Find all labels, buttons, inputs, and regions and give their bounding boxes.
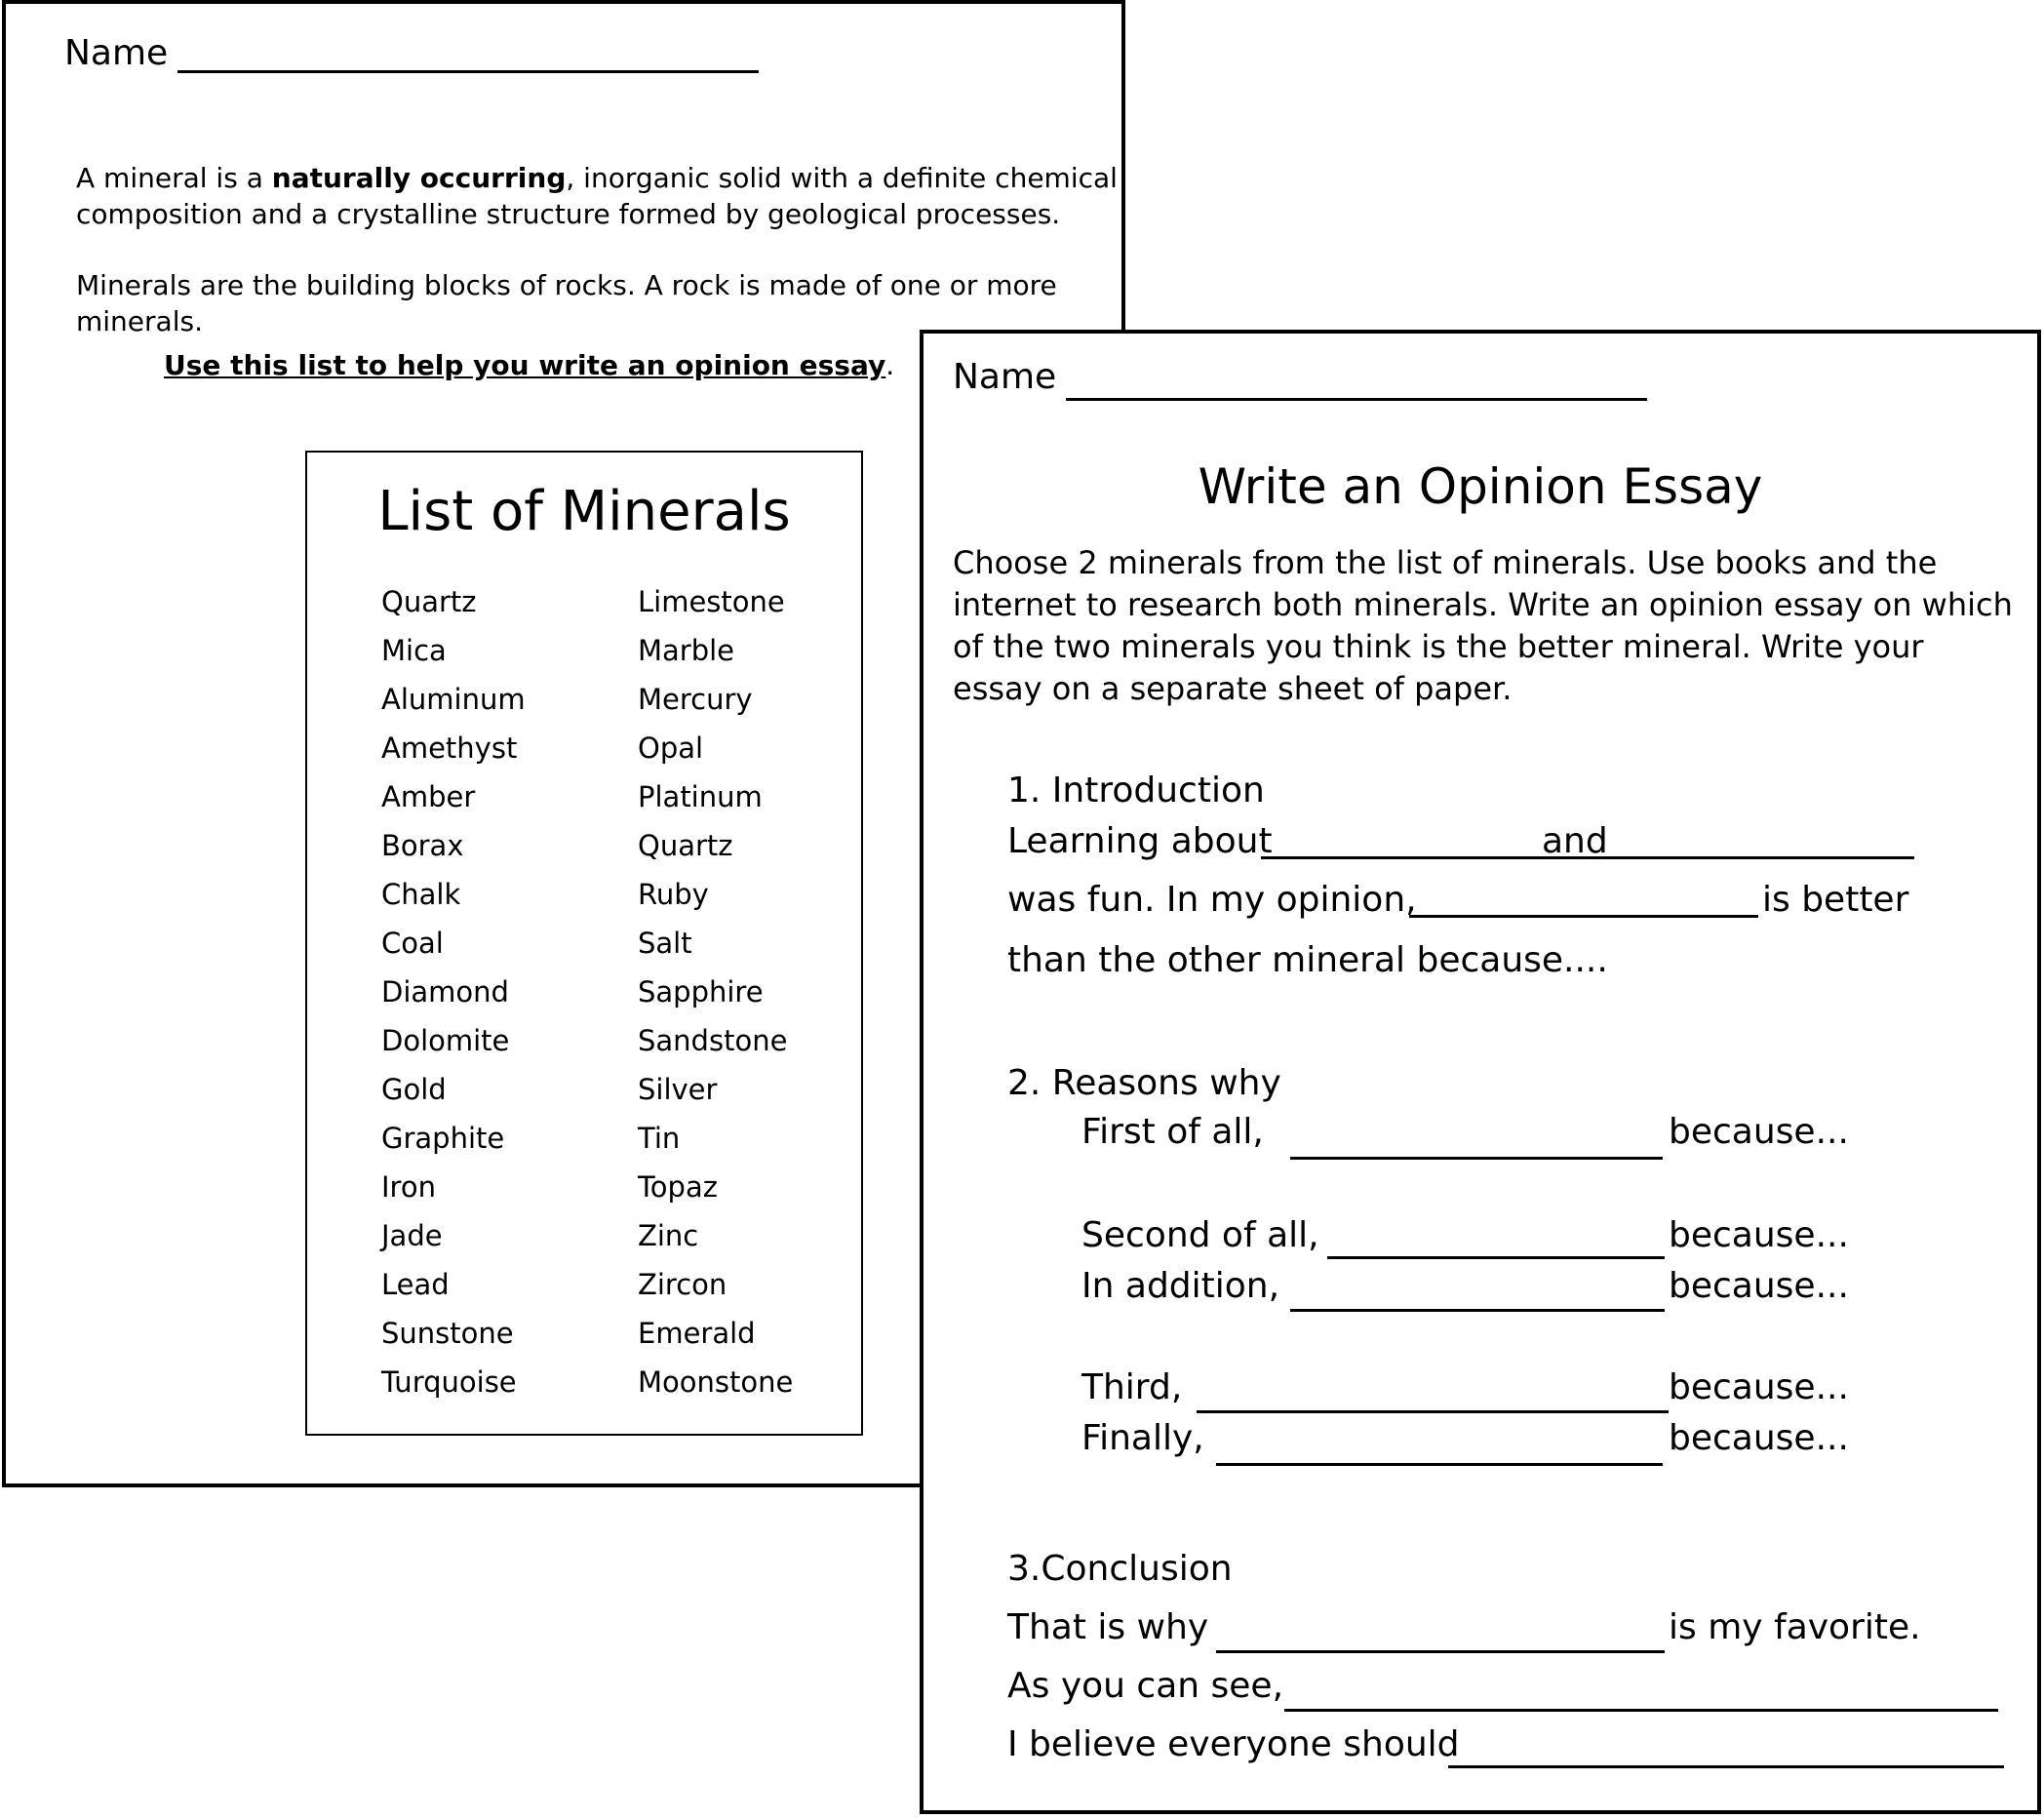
finally: Finally, bbox=[1081, 1418, 1204, 1458]
because-3: because... bbox=[1669, 1266, 1849, 1306]
definition-bold: naturally occurring bbox=[271, 162, 567, 194]
mineral-item: Gold bbox=[381, 1073, 447, 1106]
mineral-item: Opal bbox=[638, 732, 704, 765]
mineral-item: Zircon bbox=[638, 1268, 727, 1301]
mineral-item: Amber bbox=[381, 780, 476, 813]
mineral-item: Sandstone bbox=[638, 1024, 788, 1057]
mineral-item: Topaz bbox=[638, 1170, 718, 1204]
because-1: because... bbox=[1669, 1112, 1849, 1152]
in-addition: In addition, bbox=[1081, 1266, 1280, 1306]
intro-learning-about: Learning about bbox=[1007, 821, 1273, 861]
essay-prompt bbox=[953, 542, 2013, 710]
mineral-item: Graphite bbox=[381, 1122, 505, 1155]
essay-title: Write an Opinion Essay bbox=[1198, 458, 1763, 515]
mineral-item: Sunstone bbox=[381, 1317, 514, 1350]
mineral-item: Dolomite bbox=[381, 1024, 510, 1057]
instruction-text: Use this list to help you write an opinion essay bbox=[164, 349, 886, 381]
addition-reason-blank[interactable] bbox=[1290, 1309, 1665, 1312]
conclusion-heading: 3.Conclusion bbox=[1007, 1549, 1233, 1589]
mineral-item: Ruby bbox=[638, 878, 709, 911]
mineral-definition bbox=[76, 160, 1118, 232]
because-2: because... bbox=[1669, 1215, 1849, 1255]
definition-line2: composition and a crystalline structure formed by geological processes. bbox=[76, 198, 1061, 230]
mineral-item: Jade bbox=[381, 1219, 443, 1252]
mineral-item: Moonstone bbox=[638, 1365, 794, 1399]
that-is-why: That is why bbox=[1007, 1607, 1209, 1647]
favorite-blank[interactable] bbox=[1216, 1650, 1665, 1653]
prompt-line: internet to research both minerals. Write an opinion essay on which bbox=[953, 586, 2013, 623]
as-you-can-see-blank[interactable] bbox=[1284, 1709, 1998, 1712]
prompt-line: Choose 2 minerals from the list of minerals. Use books and the bbox=[953, 544, 1938, 581]
mineral-item: Mercury bbox=[638, 683, 753, 716]
mineral-item: Zinc bbox=[638, 1219, 699, 1252]
intro-because: than the other mineral because.... bbox=[1007, 940, 1608, 980]
mineral-item: Lead bbox=[381, 1268, 450, 1301]
first-reason-blank[interactable] bbox=[1290, 1157, 1663, 1160]
instruction bbox=[164, 349, 894, 381]
intro-opinion-blank[interactable] bbox=[1409, 915, 1758, 918]
reasons-heading: 2. Reasons why bbox=[1007, 1063, 1281, 1103]
mineral-item: Diamond bbox=[381, 975, 509, 1008]
mineral-item: Aluminum bbox=[381, 683, 526, 716]
mineral-item: Mica bbox=[381, 634, 447, 667]
third: Third, bbox=[1081, 1367, 1183, 1407]
mineral-item: Amethyst bbox=[381, 732, 518, 765]
because-5: because... bbox=[1669, 1418, 1849, 1458]
mineral-item: Sapphire bbox=[638, 975, 764, 1008]
because-4: because... bbox=[1669, 1367, 1849, 1407]
mineral-item: Limestone bbox=[638, 585, 785, 618]
mineral-item: Salt bbox=[638, 927, 692, 960]
first-of-all: First of all, bbox=[1081, 1112, 1264, 1152]
as-you-can-see: As you can see, bbox=[1007, 1666, 1284, 1706]
name-label: Name bbox=[953, 357, 1057, 397]
name-blank[interactable] bbox=[177, 70, 759, 73]
finally-reason-blank[interactable] bbox=[1216, 1463, 1663, 1466]
mineral-item: Borax bbox=[381, 829, 464, 862]
mineral-item: Iron bbox=[381, 1170, 436, 1204]
mineral-item: Coal bbox=[381, 927, 444, 960]
instruction-period: . bbox=[885, 349, 895, 381]
mineral-item: Tin bbox=[638, 1122, 681, 1155]
mineral-item: Turquoise bbox=[381, 1365, 517, 1399]
mineral-item: Silver bbox=[638, 1073, 718, 1106]
mineral-item: Quartz bbox=[381, 585, 477, 618]
second-reason-blank[interactable] bbox=[1327, 1256, 1665, 1259]
prompt-line: of the two minerals you think is the better mineral. Write your bbox=[953, 628, 1924, 665]
introduction-heading: 1. Introduction bbox=[1007, 771, 1265, 811]
minerals-column-left bbox=[381, 577, 526, 1406]
i-believe: I believe everyone should bbox=[1007, 1724, 1460, 1764]
believe-blank[interactable] bbox=[1448, 1765, 2004, 1768]
mineral-item: Chalk bbox=[381, 878, 461, 911]
intro-was-fun: was fun. In my opinion, bbox=[1007, 880, 1417, 920]
rocks-paragraph bbox=[76, 267, 1057, 339]
third-reason-blank[interactable] bbox=[1197, 1410, 1669, 1413]
minerals-list-box bbox=[305, 451, 863, 1436]
definition-prefix: A mineral is a bbox=[76, 162, 272, 194]
opinion-essay-page bbox=[920, 330, 2041, 1814]
name-blank[interactable] bbox=[1066, 398, 1647, 401]
rocks-line2: minerals. bbox=[76, 305, 203, 337]
definition-suffix: , inorganic solid with a definite chemical bbox=[566, 162, 1118, 194]
name-label: Name bbox=[64, 33, 169, 73]
is-my-favorite: is my favorite. bbox=[1669, 1607, 1921, 1647]
second-of-all: Second of all, bbox=[1081, 1215, 1319, 1255]
intro-is-better: is better bbox=[1762, 880, 1909, 920]
prompt-line: essay on a separate sheet of paper. bbox=[953, 670, 1513, 707]
intro-and: and bbox=[1542, 821, 1608, 861]
mineral-item: Marble bbox=[638, 634, 735, 667]
mineral-item: Platinum bbox=[638, 780, 763, 813]
list-title: List of Minerals bbox=[377, 480, 791, 543]
mineral-item: Emerald bbox=[638, 1317, 756, 1350]
mineral-item: Quartz bbox=[638, 829, 733, 862]
minerals-column-right bbox=[638, 577, 793, 1406]
rocks-line1: Minerals are the building blocks of rocks. A rock is made of one or more bbox=[76, 269, 1057, 301]
